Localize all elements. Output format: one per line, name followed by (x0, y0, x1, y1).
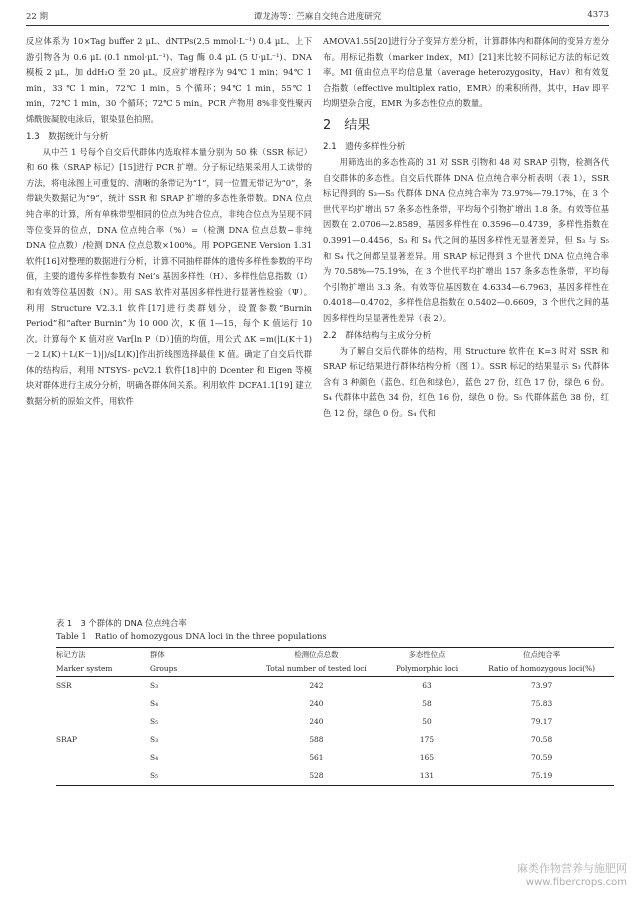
cell-marker (56, 749, 144, 767)
cell-total: 240 (309, 717, 324, 726)
header-group-cn: 群体 (144, 648, 248, 663)
paragraph-statistics: 从中苎 1 号每个自交后代群体内选取样本量分别为 50 株（SSR 标记）和 60 株（SRAP 标记）[15]进行 PCR 扩增。分子标记结果采用人工读带的方法，将电泳图上可重复的、清晰的条带记为“1”，同一位置无带记为“0”，条带缺失数据记为“9”，统计 SSR 和 SRAP 扩增的多态性条带数。DNA 位点纯合率的计算，所有单株带型相同的位点为纯合位点，非纯合位点为呈现不同等位变异的位点，DNA 位点纯合率（%）=（检测 DNA 位点总数−非纯 DNA 位点数）/检测 DNA 位点总数×100%。用 POPGENE Version 1.31 软件[16]对整理的数据进行分析，计算不同抽样群体的遗传多样性参数的平均值，主要的遗传多样性参数有 Nei’s 基因多样性（H）、多样性信息指数（I）和有效等位基因数（N）。用 SAS 软件对基因多样性进行显著性检验（Ψ）。利用 Structure V2.3.1 软件[17]进行类群划分，设置参数“Burnin Period”和“after Burnin”为 10 000 次，K 值 1—15，每个 K 值运行 10 次。计算每个 K 值对应 Var[ln P（D）]值的均值，用公式 ΔK =m(|L(K＋1)－2 L(K)＋L(K－1)|)/s[L(K)]作出折线图选择最佳 K 值。确定了自交后代群体的结构后，利用 NTSYS- pcV2.1 软件[18]中的 Dcenter 和 Eigen 等模块对群体进行主成分分析，明确各群体间关系。利用软件 DCFA1.1[19] 建立数据分析的原始文件，用软件 (26, 146, 312, 407)
cell-ratio: 79.17 (531, 717, 553, 726)
cell-poly: 165 (419, 753, 435, 762)
table-row (56, 713, 614, 731)
table-row (56, 767, 614, 786)
header-ratio-en: Ratio of homozygous loci(%) (469, 662, 614, 677)
header-poly-cn: 多态性位点 (385, 648, 470, 663)
table-caption-en: Table 1 Ratio of homozygous DNA loci in the three populations (56, 631, 327, 641)
paragraph-reaction-system: 反应体系为 10×Tag buffer 2 μL、dNTPs(2.5 mmol·L⁻¹) 0.4 μL、上下游引物各为 0.6 μL (0.1 nmol·μL⁻¹)、Tag 酶 0.4 μL (5 U·μL⁻¹)、DNA 模板 2 μL，加 ddH₂O 至 20 μL。反应扩增程序为 94℃ 1 min；94℃ 1 min，33 ℃ 1 min，72℃ 1 min，5 个循环；94℃ 1 min，55℃ 1 min，72℃ 1 min，30 个循环；72℃ 5 min。PCR 产物用 8%非变性聚丙烯酰胺凝胶电泳后，银染显色拍照。 (26, 36, 312, 124)
section-heading-2: 2 结果 (323, 117, 371, 133)
paragraph-amova: AMOVA1.55[20]进行分子变异方差分析，计算群体内和群体间的变异方差分布。用标记指数（marker index，MI）[21]来比较不同标记方法的标记效率。MI 值由位点平均信息量（average heterozygosity，Hav）和有效复合指数（effective multiplex ratio，EMR）的乘积所得，其中，Hav 即平均期望杂合度，EMR 为多态性位点的数量。 (323, 36, 609, 109)
table-caption (56, 617, 327, 643)
header-group-en: Groups (144, 662, 248, 677)
paragraph-genetic-diversity: 用筛选出的多态性高的 31 对 SSR 引物和 48 对 SRAP 引物，检测各代自交群体的多态性。自交后代群体 DNA 位点纯合率分析表明（表 1），SSR 标记得到的 S₃—S₅ 代群体 DNA 位点纯合率为 73.97%—79.17%，在 3 个世代平均扩增出 57 条多态性条带，平均每个引物扩增出 1.8 条。有效等位基因数在 2.0706—2.8589，基因多样性在 0.3596—0.4739，多样性指数在 0.3991—0.4456，S₃ 和 S₄ 代之间的基因多样性无显著差异，但 S₃ 与 S₅ 和 S₄ 代之间都呈显著差异。用 SRAP 标记得到 3 个世代 DNA 位点纯合率为 70.58%—75.19%，在 3 个世代平均扩增出 157 条多态性条带，平均每个引物扩增出 3.3 条。有效等位基因数在 4.6334—6.7963，基因多样性在 0.4018—0.4702，多样性信息指数在 0.5402—0.6609，3 个世代之间的基因多样性均呈显著性差异（表 2）。 (323, 156, 609, 323)
cell-group: S₄ (150, 699, 159, 708)
cell-group: S₅ (144, 767, 248, 786)
running-title: 谭龙涛等：苎麻自交纯合进度研究 (253, 12, 382, 22)
cell-marker (56, 713, 144, 731)
cell-ratio: 73.97 (531, 681, 553, 690)
cell-group: S₅ (150, 717, 159, 726)
table-row (56, 731, 614, 749)
header-ratio-cn: 位点纯合率 (469, 648, 614, 663)
homozygosity-table (56, 647, 614, 786)
header-total-cn: 检测位点总数 (248, 648, 385, 663)
cell-marker (56, 767, 144, 786)
cell-ratio: 75.19 (469, 767, 614, 786)
cell-marker: SSR (56, 681, 72, 690)
table-row (56, 677, 614, 696)
cell-marker: SRAP (56, 735, 77, 744)
header-marker-en: Marker system (56, 662, 144, 677)
left-column (26, 34, 312, 410)
cell-ratio: 75.83 (531, 699, 553, 708)
cell-poly: 50 (422, 717, 432, 726)
cell-total: 561 (309, 753, 324, 762)
cell-poly: 131 (385, 767, 470, 786)
cell-poly: 58 (422, 699, 432, 708)
issue-number: 22 期 (26, 12, 49, 22)
table-header-row-cn (56, 648, 614, 663)
cell-poly: 63 (422, 681, 432, 690)
table-row (56, 749, 614, 767)
header-marker-cn: 标记方法 (56, 648, 144, 663)
cell-total: 528 (248, 767, 385, 786)
cell-total: 240 (309, 699, 324, 708)
cell-ratio: 70.59 (531, 753, 553, 762)
section-heading-2-2: 2.2 群体结构与主成分分析 (323, 330, 432, 341)
running-header (26, 10, 609, 24)
page-number: 4373 (587, 10, 609, 20)
cell-poly: 175 (419, 735, 435, 744)
watermark-url: www.fibercrops.com (525, 877, 627, 888)
cell-group: S₄ (150, 753, 159, 762)
site-watermark (517, 862, 627, 889)
cell-ratio: 70.58 (531, 735, 553, 744)
cell-group: S₃ (150, 735, 159, 744)
header-poly-en: Polymorphic loci (385, 662, 470, 677)
section-heading-2-1: 2.1 遗传多样性分析 (323, 141, 406, 152)
cell-total: 242 (309, 681, 324, 690)
cell-marker (56, 695, 144, 713)
header-rule (26, 25, 609, 26)
cell-total: 588 (309, 735, 324, 744)
header-total-en: Total number of tested loci (248, 662, 385, 677)
table-caption-cn: 表 1 3 个群体的 DNA 位点纯合率 (56, 618, 187, 628)
section-heading-1-3: 1.3 数据统计与分析 (26, 131, 109, 142)
table-row (56, 695, 614, 713)
paragraph-population-structure: 为了解自交后代群体的结构，用 Structure 软件在 K=3 时对 SSR 和 SRAP 标记结果进行群体结构分析（图 1）。SSR 标记的结果显示 S₃ 代群体含有 3 种颜色（蓝色、红色和绿色），蓝色 27 份，红色 17 份，绿色 6 份。S₄ 代群体中蓝色 34 份，红色 16 份，绿色 0 份。S₅ 代群体蓝色 38 份，红色 12 份，绿色 0 份。S₄ 代和 (323, 345, 609, 418)
right-column (323, 34, 609, 421)
watermark-title: 麻类作物营养与施肥网 (517, 862, 627, 875)
table-header-row-en (56, 662, 614, 677)
cell-group: S₃ (150, 681, 159, 690)
